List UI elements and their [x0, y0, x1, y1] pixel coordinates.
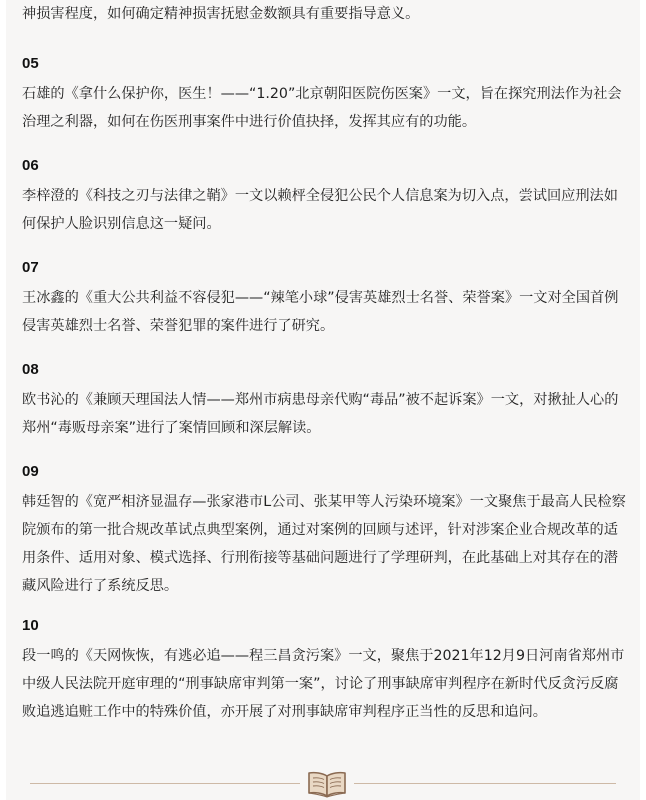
footer-divider [6, 766, 640, 800]
entry-number: 10 [22, 617, 39, 634]
entry-number: 07 [22, 259, 39, 276]
entry-text: 石雄的《拿什么保护你，医生！——“1.20”北京朝阳医院伤医案》一文，旨在探究刑法作为社会治理之利器，如何在伤医刑事案件中进行价值抉择，发挥其应有的功能。 [22, 86, 622, 130]
article-card [6, 0, 640, 800]
list-item [22, 156, 632, 238]
entry-number: 08 [22, 361, 39, 378]
entry-number: 06 [22, 157, 39, 174]
entry-text: 李梓澄的《科技之刃与法律之鞘》一文以赖枰全侵犯公民个人信息案为切入点，尝试回应刑法如何保护人脸识别信息这一疑问。 [22, 188, 618, 232]
list-item [22, 462, 632, 600]
intro-paragraph-tail: 神损害程度，如何确定精神损害抚慰金数额具有重要指导意义。 [22, 6, 420, 22]
entry-text: 欧书沁的《兼顾天理国法人情——郑州市病患母亲代购“毒品”被不起诉案》一文，对揪扯人心的郑州“毒贩母亲案”进行了案情回顾和深层解读。 [22, 392, 619, 436]
divider-line-right [354, 783, 616, 784]
open-book-icon [305, 769, 349, 799]
entry-text: 王冰鑫的《重大公共利益不容侵犯——“辣笔小球”侵害英雄烈士名誉、荣誉案》一文对全国首例侵害英雄烈士名誉、荣誉犯罪的案件进行了研究。 [22, 290, 619, 334]
entry-text: 韩廷智的《宽严相济显温存—张家港市L公司、张某甲等人污染环境案》一文聚焦于最高人民检察院颁布的第一批合规改革试点典型案例，通过对案例的回顾与述评，针对涉案企业合规改革的适用条件、适用对象、模式选择、行刑衔接等基础问题进行了学理研判，在此基础上对其存在的潜藏风险进行了系统反思。 [22, 494, 626, 594]
entry-number: 09 [22, 463, 39, 480]
entry-text: 段一鸣的《天网恢恢，有逃必追——程三昌贪污案》一文，聚焦于2021年12月9日河南省郑州市中级人民法院开庭审理的“刑事缺席审判第一案”，讨论了刑事缺席审判程序在新时代反贪污反腐败追逃追赃工作中的特殊价值，亦开展了对刑事缺席审判程序正当性的反思和追问。 [22, 648, 625, 720]
list-item [22, 616, 632, 726]
divider-line-left [30, 783, 300, 784]
list-item [22, 258, 632, 340]
list-item [22, 54, 632, 136]
list-item [22, 360, 632, 442]
entry-number: 05 [22, 55, 39, 72]
